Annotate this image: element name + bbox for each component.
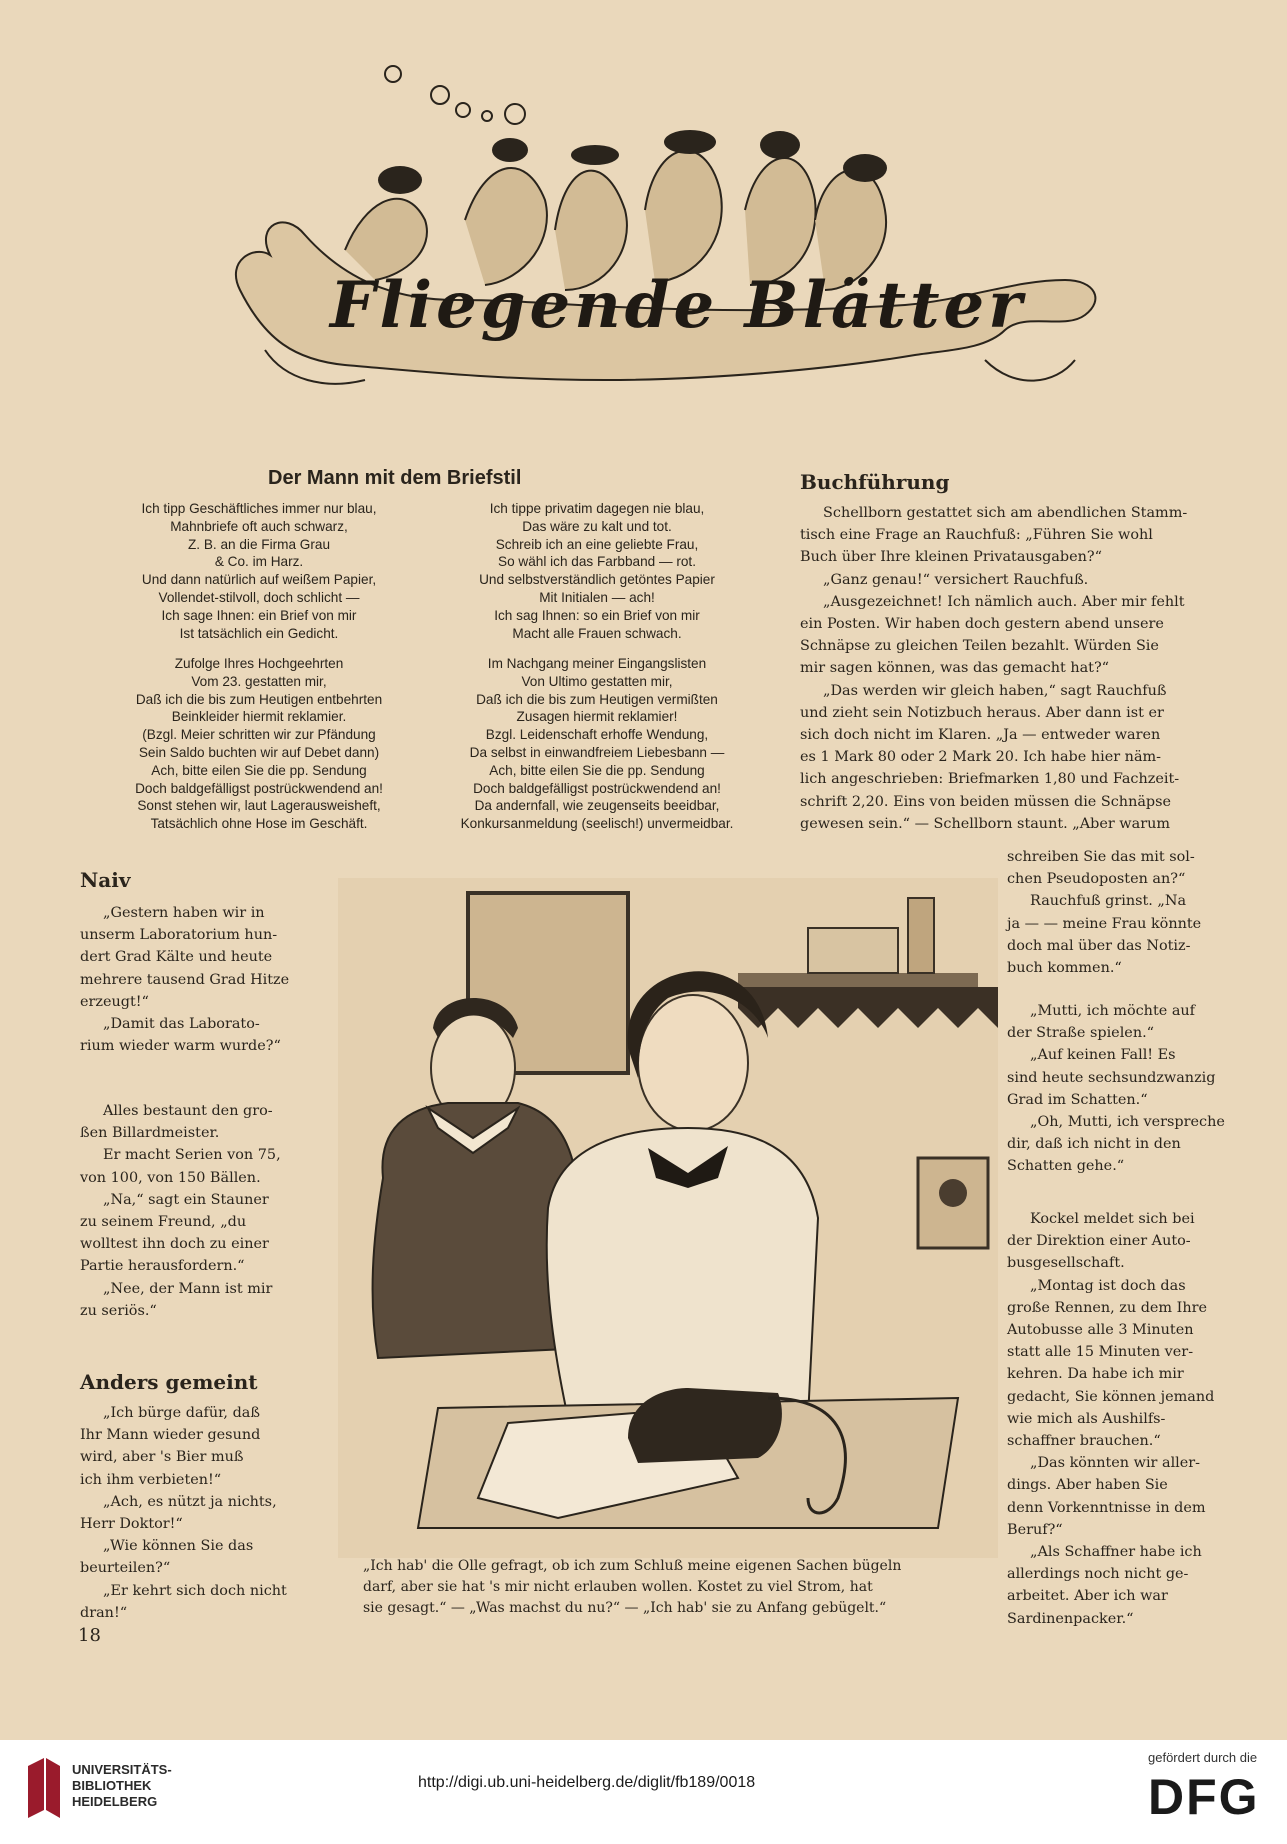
- poem-right-stanza-1: Ich tippe privatim dagegen nie blau, Das wäre zu kalt und tot. Schreib ich an eine geliebte Frau, So wähl ich das Farbband — rot. Und selbstverständlich getöntes Papier Mit Initialen — ach! Ich sag Ihnen: so ein Brief von mir Macht alle Frauen schwach.: [479, 501, 715, 641]
- article-kockel: Kockel meldet sich bei der Direktion einer Auto- busgesellschaft. „Montag ist doch das große Rennen, zu dem Ihre Autobusse alle 3 Minuten statt alle 15 Minuten ver- kehren. Da habe ich mir gedacht, Sie können jemand wie mich als Aushilfs- schaffner brauchen.“ „Das könnten wir aller- dings. Aber haben Sie denn Vorkenntnisse in dem Beruf?“ „Als Schaffner habe ich allerdings noch nicht ge- arbeitet. Aber ich war Sardinenpacker.“: [1007, 1211, 1215, 1627]
- article-title-naiv: Naiv: [80, 868, 131, 892]
- bubble-icon: [482, 111, 492, 121]
- article-mutti: „Mutti, ich möchte auf der Straße spielen.“ „Auf keinen Fall! Es sind heute sechsundzwanzig Grad im Schatten.“ „Oh, Mutti, ich verspreche dir, daß ich nicht in den Schatten gehe.“: [1007, 1003, 1225, 1175]
- permalink-url[interactable]: http://digi.ub.uni-heidelberg.de/diglit/fb189/0018: [418, 1774, 756, 1791]
- bubble-icon: [456, 103, 470, 117]
- article-buchfuehrung-body: Schellborn gestattet sich am abendlichen Stamm- tisch eine Frage an Rauchfuß: „Führen Sie wohl Buch über Ihre kleinen Privatausgaben?“ „Ganz genau!“ versichert Rauchfuß. „Ausgezeichnet! Ich nämlich auch. Aber mir fehlt ein Posten. Wir haben doch gestern abend unsere Schnäpse zu gleichen Teilen bezahlt. Würden Sie mir sagen können, was das gemacht hat?“ „Das werden wir gleich haben,“ sagt Rauchfuß und zieht sein Notizbuch heraus. Aber dann ist er sich doch nicht im Klaren. „Ja — entweder waren es 1 Mark 80 oder 2 Mark 20. Ich habe hier näm- lich angeschrieben: Briefmarken 1,80 und Fachzeit- schrift 2,20. Eins von beiden müssen die Schnäpse gewesen sein.“ — Schellborn staunt. „Aber warum: [800, 505, 1188, 832]
- bubble-icon: [505, 104, 525, 124]
- poem-title: Der Mann mit dem Briefstil: [268, 467, 522, 489]
- masthead-illustration: [225, 50, 1105, 430]
- funding-text: gefördert durch die: [1148, 1750, 1258, 1765]
- digitization-footer: [0, 1740, 1287, 1844]
- article-anders-gemeint: „Ich bürge dafür, daß Ihr Mann wieder gesund wird, aber 's Bier muß ich ihm verbieten!“ „Ach, es nützt ja nichts, Herr Doktor!“ „Wie können Sie das beurteilen?“ „Er kehrt sich doch nicht dran!“: [80, 1405, 287, 1621]
- bubble-icon: [431, 86, 449, 104]
- poem-left-stanza-2: Zufolge Ihres Hochgeehrten Vom 23. gestatten mir, Daß ich die bis zum Heutigen entbehrten Beinkleider hiermit reklamier. (Bzgl. Meier schritten wir zur Pfändung Sein Saldo buchten wir auf Debet dann) Ach, bitte eilen Sie die pp. Sendung Doch baldgefälligst postrückwendend an! Sonst stehen wir, laut Lagerausweisheft, Tatsächlich ohne Hose im Geschäft.: [135, 656, 383, 832]
- article-title-anders-gemeint: Anders gemeint: [80, 1370, 258, 1394]
- illustration-caption: „Ich hab' die Olle gefragt, ob ich zum Schluß meine eigenen Sachen bügeln darf, aber sie hat 's mir nicht erlauben wollen. Kostet zu viel Strom, hat sie gesagt.“ — „Was machst du nu?“ — „Ich hab' sie zu Anfang gebügelt.“: [363, 1558, 902, 1616]
- dfg-logo: DFG: [1148, 1769, 1260, 1825]
- library-name: UNIVERSITÄTS- BIBLIOTHEK HEIDELBERG: [72, 1762, 172, 1809]
- page-number: 18: [78, 1625, 101, 1646]
- library-logo-icon: [24, 1758, 64, 1818]
- article-billard: Alles bestaunt den gro- ßen Billardmeister. Er macht Serien von 75, von 100, von 150 Bällen. „Na,“ sagt ein Stauner zu seinem Freund, „du wolltest ihn doch zu einer Partie herausfordern.“ „Nee, der Mann ist mir zu seriös.“: [80, 1103, 281, 1319]
- article-title-buchfuehrung: Buchführung: [800, 470, 950, 494]
- poem-right-stanza-2: Im Nachgang meiner Eingangslisten Von Ultimo gestatten mir, Daß ich die bis zum Heutigen vermißten Zusagen hiermit reklamier! Bzgl. Leidenschaft erhoffe Wendung, Da selbst in einwandfreiem Liebesbann — Ach, bitte eilen Sie die pp. Sendung Doch baldgefälligst postrückwendend an! Da andernfall, wie zeugenseits beeidbar, Konkursanmeldung (seelisch!) unvermeidbar.: [460, 656, 734, 832]
- article-buchfuehrung-continued: schreiben Sie das mit sol- chen Pseudoposten an?“ Rauchfuß grinst. „Na ja — — meine Frau könnte doch mal über das Notiz- buch kommen.“: [1007, 849, 1202, 977]
- bubble-icon: [385, 66, 401, 82]
- masthead-title: Fliegende Blätter: [330, 268, 1026, 343]
- article-naiv: „Gestern haben wir in unserm Laboratorium hun- dert Grad Kälte und heute mehrere tausend Grad Hitze erzeugt!“ „Damit das Laborato- rium wieder warm wurde?“: [80, 905, 290, 1055]
- poem-left-stanza-1: Ich tipp Geschäftliches immer nur blau, Mahnbriefe oft auch schwarz, Z. B. an die Firma Grau & Co. im Harz. Und dann natürlich auf weißem Papier, Vollendet-stilvoll, doch schlicht — Ich sage Ihnen: ein Brief von mir Ist tatsächlich ein Gedicht.: [141, 501, 377, 641]
- ironing-illustration: [338, 878, 998, 1558]
